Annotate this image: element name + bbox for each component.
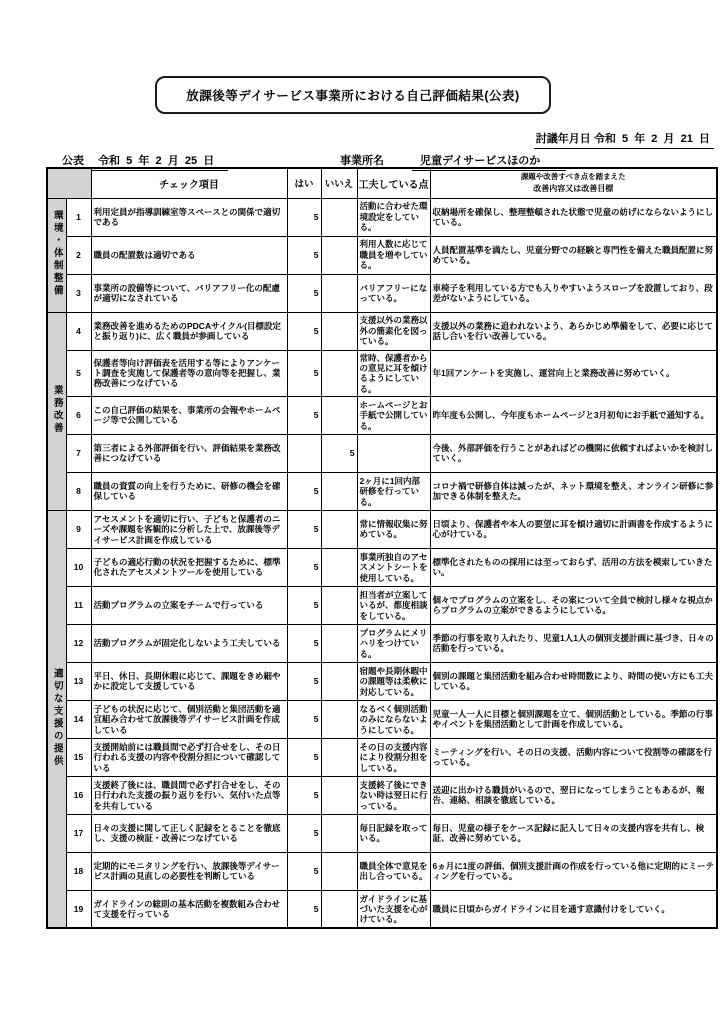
devised-point-text: バリアフリーになっている。 <box>357 274 430 312</box>
row-number: 9 <box>66 510 91 548</box>
check-item-text: 職員の資質の向上を行うために、研修の機会を確保している <box>91 472 287 510</box>
header-no: いいえ <box>321 168 357 198</box>
improvement-text: 日頃より、保護者や本人の要望に耳を傾け適切に計画書を作成するように心がけている。 <box>430 510 717 548</box>
row-number: 6 <box>66 396 91 434</box>
yes-score: 5 <box>287 890 321 928</box>
improvement-text: 標準化されたものの採用には至っておらず、活用の方法を模索していきたい。 <box>430 548 717 586</box>
no-score <box>321 624 357 662</box>
row-number: 5 <box>66 350 91 396</box>
row-number: 7 <box>66 434 91 472</box>
row-number: 16 <box>66 776 91 814</box>
corner-cell <box>47 168 91 198</box>
yes-score: 5 <box>287 662 321 700</box>
check-item-text: 事業所の設備等について、バリアフリー化の配慮が適切になされている <box>91 274 287 312</box>
yes-score: 5 <box>287 776 321 814</box>
no-score <box>321 738 357 776</box>
yes-score <box>287 434 321 472</box>
table-row <box>47 434 717 472</box>
improvement-text: ミーティングを行い、その日の支援、活動内容について役割等の確認を行っている。 <box>430 738 717 776</box>
check-item-text: 業務改善を進めるためのPDCAサイクル(目標設定と振り返り)に、広く職員が参画している <box>91 312 287 350</box>
improvement-text: 車椅子を利用している方でも入りやすいようスロープを設置しており、段差がないようにしている。 <box>430 274 717 312</box>
yes-score: 5 <box>287 586 321 624</box>
no-score <box>321 274 357 312</box>
table-row <box>47 738 717 776</box>
check-item-text: 職員の配置数は適切である <box>91 236 287 274</box>
table-row <box>47 852 717 890</box>
devised-point-text: ガイドラインに基づいた支援を心がけている。 <box>357 890 430 928</box>
publish-date: 公表 令和 5 年 2 月 25 日 <box>60 152 228 171</box>
yes-score: 5 <box>287 198 321 236</box>
row-number: 11 <box>66 586 91 624</box>
improvement-text: コロナ禍で研修自体は減ったが、ネット環境を整え、オンライン研修に参加できる体制を整えた。 <box>430 472 717 510</box>
devised-point-text: 毎日記録を取っている。 <box>357 814 430 852</box>
row-number: 8 <box>66 472 91 510</box>
yes-score: 5 <box>287 852 321 890</box>
check-item-text: 活動プログラムが固定化しないよう工夫している <box>91 624 287 662</box>
devised-point-text: 職員全体で意見を出し合っている。 <box>357 852 430 890</box>
check-item-text: 利用定員が指導訓練室等スペースとの関係で適切である <box>91 198 287 236</box>
no-score <box>321 350 357 396</box>
improvement-text: 収納場所を確保し、整理整頓された状態で児童の妨げにならないようにしている。 <box>430 198 717 236</box>
devised-point-text: 宿題や長期休暇中の課題等は柔軟に対応している。 <box>357 662 430 700</box>
header-improvement <box>430 168 717 198</box>
category-cell <box>47 198 66 312</box>
devised-point-text: プログラムにメリハリをつけている。 <box>357 624 430 662</box>
header-check-item: チェック項目 <box>91 168 287 198</box>
devised-point-text: ホームページとお手紙で公開している。 <box>357 396 430 434</box>
page-title: 放課後等デイサービス事業所における自己評価結果(公表) <box>186 89 520 103</box>
yes-score: 5 <box>287 814 321 852</box>
row-number: 12 <box>66 624 91 662</box>
devised-point-text: 支援以外の業務以外の簡素化を図っている。 <box>357 312 430 350</box>
devised-point-text: 担当者が立案しているが、都度相談をしている。 <box>357 586 430 624</box>
table-row <box>47 350 717 396</box>
header-row <box>47 168 717 198</box>
category-cell <box>47 510 66 928</box>
header-devised-point: 工夫している点 <box>357 168 430 198</box>
yes-score: 5 <box>287 738 321 776</box>
category-label: 適切な支援の提供 <box>51 668 63 768</box>
self-evaluation-table <box>46 167 718 929</box>
office-name-label: 事業所名 <box>340 155 384 167</box>
header-improvement-line1: 課題や改善すべき点を踏まえた <box>520 172 626 182</box>
row-number: 2 <box>66 236 91 274</box>
table-row <box>47 396 717 434</box>
table-row <box>47 472 717 510</box>
yes-score: 5 <box>287 396 321 434</box>
table-row <box>47 274 717 312</box>
devised-point-text: その日の支援内容により役割分担をしている。 <box>357 738 430 776</box>
header-improvement-line2: 改善内容又は改善目標 <box>533 184 614 194</box>
table-row <box>47 890 717 928</box>
yes-score: 5 <box>287 510 321 548</box>
table-row <box>47 312 717 350</box>
yes-score: 5 <box>287 472 321 510</box>
office-name-value: 児童デイサービスほのか <box>412 152 566 171</box>
yes-score: 5 <box>287 274 321 312</box>
yes-score: 5 <box>287 312 321 350</box>
yes-score: 5 <box>287 350 321 396</box>
table-row <box>47 198 717 236</box>
row-number: 4 <box>66 312 91 350</box>
check-item-text: 支援終了後には、職員間で必ず打合せをし、その日行われた支援の振り返りを行い、気付いた点等を共有している <box>91 776 287 814</box>
check-item-text: 保護者等向け評価表を活用する等によりアンケート調査を実施して保護者等の意向等を把握し、業務改善につなげている <box>91 350 287 396</box>
table-row <box>47 776 717 814</box>
improvement-text: 6ヵ月に1度の評価、個別支援計画の作成を行っている他に定期的にミーティングを行っている。 <box>430 852 717 890</box>
title-box <box>155 76 551 114</box>
check-item-text: アセスメントを適切に行い、子どもと保護者のニーズや課題を客観的に分析した上で、放課後等デイサービス計画を作成している <box>91 510 287 548</box>
improvement-text: 人員配置基準を満たし、児童分野での経験と専門性を備えた職員配置に努めている。 <box>430 236 717 274</box>
table-row <box>47 814 717 852</box>
no-score <box>321 472 357 510</box>
table-row <box>47 548 717 586</box>
no-score <box>321 814 357 852</box>
improvement-text: 送迎に出かける職員がいるので、翌日になってしまうこともあるが、報告、連絡、相談を徹底している。 <box>430 776 717 814</box>
category-label: 環境・体制整備 <box>51 210 63 298</box>
check-item-text: 第三者による外部評価を行い、評価結果を業務改善につなげている <box>91 434 287 472</box>
devised-point-text: 事業所独自のアセスメントシートを使用している。 <box>357 548 430 586</box>
no-score <box>321 700 357 738</box>
devised-point-text: 常時、保護者からの意見に耳を傾けるようにしている。 <box>357 350 430 396</box>
improvement-text: 職員に日頃からガイドラインに目を通す意識付けをしていく。 <box>430 890 717 928</box>
improvement-text: 個々でプログラムの立案をし、その案について全員で検討し様々な視点からプログラムの立案ができるようにしている。 <box>430 586 717 624</box>
improvement-text: 今後、外部評価を行うことがあればどの機関に依頼すればよいかを検討していく。 <box>430 434 717 472</box>
improvement-text: 個別の課題と集団活動を組み合わせ時間数により、時間の使い方にも工夫している。 <box>430 662 717 700</box>
no-score <box>321 586 357 624</box>
improvement-text: 季節の行事を取り入れたり、児童1人1人の個別支援計画に基づき、日々の活動を行っている。 <box>430 624 717 662</box>
devised-point-text: 支援終了後にできない時は翌日に行っている。 <box>357 776 430 814</box>
check-item-text: この自己評価の結果を、事業所の会報やホームページ等で公開している <box>91 396 287 434</box>
check-item-text: 支援開始前には職員間で必ず打合せをし、その日行われる支援の内容や役割分担について確認している <box>91 738 287 776</box>
devised-point-text: 2ヶ月に1回内部研修を行っている。 <box>357 472 430 510</box>
check-item-text: 平日、休日、長期休暇に応じて、課題をきめ細やかに設定して支援している <box>91 662 287 700</box>
table-row <box>47 586 717 624</box>
yes-score: 5 <box>287 700 321 738</box>
row-number: 15 <box>66 738 91 776</box>
no-score: 5 <box>321 434 357 472</box>
yes-score: 5 <box>287 624 321 662</box>
check-item-text: 子どもの状況に応じて、個別活動と集団活動を適宜組み合わせて放課後等デイサービス計画を作成している <box>91 700 287 738</box>
devised-point-text: 常に情報収集に努めている。 <box>357 510 430 548</box>
yes-score: 5 <box>287 236 321 274</box>
no-score <box>321 662 357 700</box>
yes-score: 5 <box>287 548 321 586</box>
improvement-text: 毎日、児童の様子をケース記録に記入して日々の支援内容を共有し、検証、改善に努めている。 <box>430 814 717 852</box>
table-row <box>47 624 717 662</box>
category-cell <box>47 312 66 510</box>
row-number: 17 <box>66 814 91 852</box>
devised-point-text: なるべく個別活動のみにならないようにしている。 <box>357 700 430 738</box>
row-number: 14 <box>66 700 91 738</box>
devised-point-text: 利用人数に応じて職員を増やしている。 <box>357 236 430 274</box>
no-score <box>321 510 357 548</box>
improvement-text: 年1回アンケートを実施し、運営向上と業務改善に努めていく。 <box>430 350 717 396</box>
table-body <box>47 198 717 928</box>
check-item-text: 子どもの適応行動の状況を把握するために、標準化されたアセスメントツールを使用している <box>91 548 287 586</box>
discussion-date: 討議年月日 令和 5 年 2 月 21 日 <box>534 130 714 149</box>
no-score <box>321 396 357 434</box>
no-score <box>321 312 357 350</box>
row-number: 1 <box>66 198 91 236</box>
row-number: 13 <box>66 662 91 700</box>
improvement-text: 児童一人一人に目標と個別課題を立て、個別活動としている。季節の行事やイベントを集団活動として計画を作成している。 <box>430 700 717 738</box>
improvement-text: 支援以外の業務に追われないよう、あらかじめ準備をして、必要に応じて話し合いを行い改善している。 <box>430 312 717 350</box>
check-item-text: 定期的にモニタリングを行い、放課後等デイサービス計画の見直しの必要性を判断している <box>91 852 287 890</box>
row-number: 3 <box>66 274 91 312</box>
table-row <box>47 236 717 274</box>
devised-point-text <box>357 434 430 472</box>
check-item-text: 日々の支援に関して正しく記録をとることを徹底し、支援の検証・改善につなげている <box>91 814 287 852</box>
row-number: 10 <box>66 548 91 586</box>
category-label: 業務改善 <box>51 385 63 436</box>
improvement-text: 昨年度も公開し、今年度もホームページと3月初旬にお手紙で通知する。 <box>430 396 717 434</box>
no-score <box>321 776 357 814</box>
table-row <box>47 510 717 548</box>
no-score <box>321 890 357 928</box>
check-item-text: ガイドラインの総則の基本活動を複数組み合わせて支援を行っている <box>91 890 287 928</box>
no-score <box>321 548 357 586</box>
table-row <box>47 700 717 738</box>
devised-point-text: 活動に合わせた環境設定をしている。 <box>357 198 430 236</box>
row-number: 18 <box>66 852 91 890</box>
no-score <box>321 198 357 236</box>
row-number: 19 <box>66 890 91 928</box>
no-score <box>321 852 357 890</box>
header-yes: はい <box>287 168 321 198</box>
table-row <box>47 662 717 700</box>
check-item-text: 活動プログラムの立案をチームで行っている <box>91 586 287 624</box>
no-score <box>321 236 357 274</box>
